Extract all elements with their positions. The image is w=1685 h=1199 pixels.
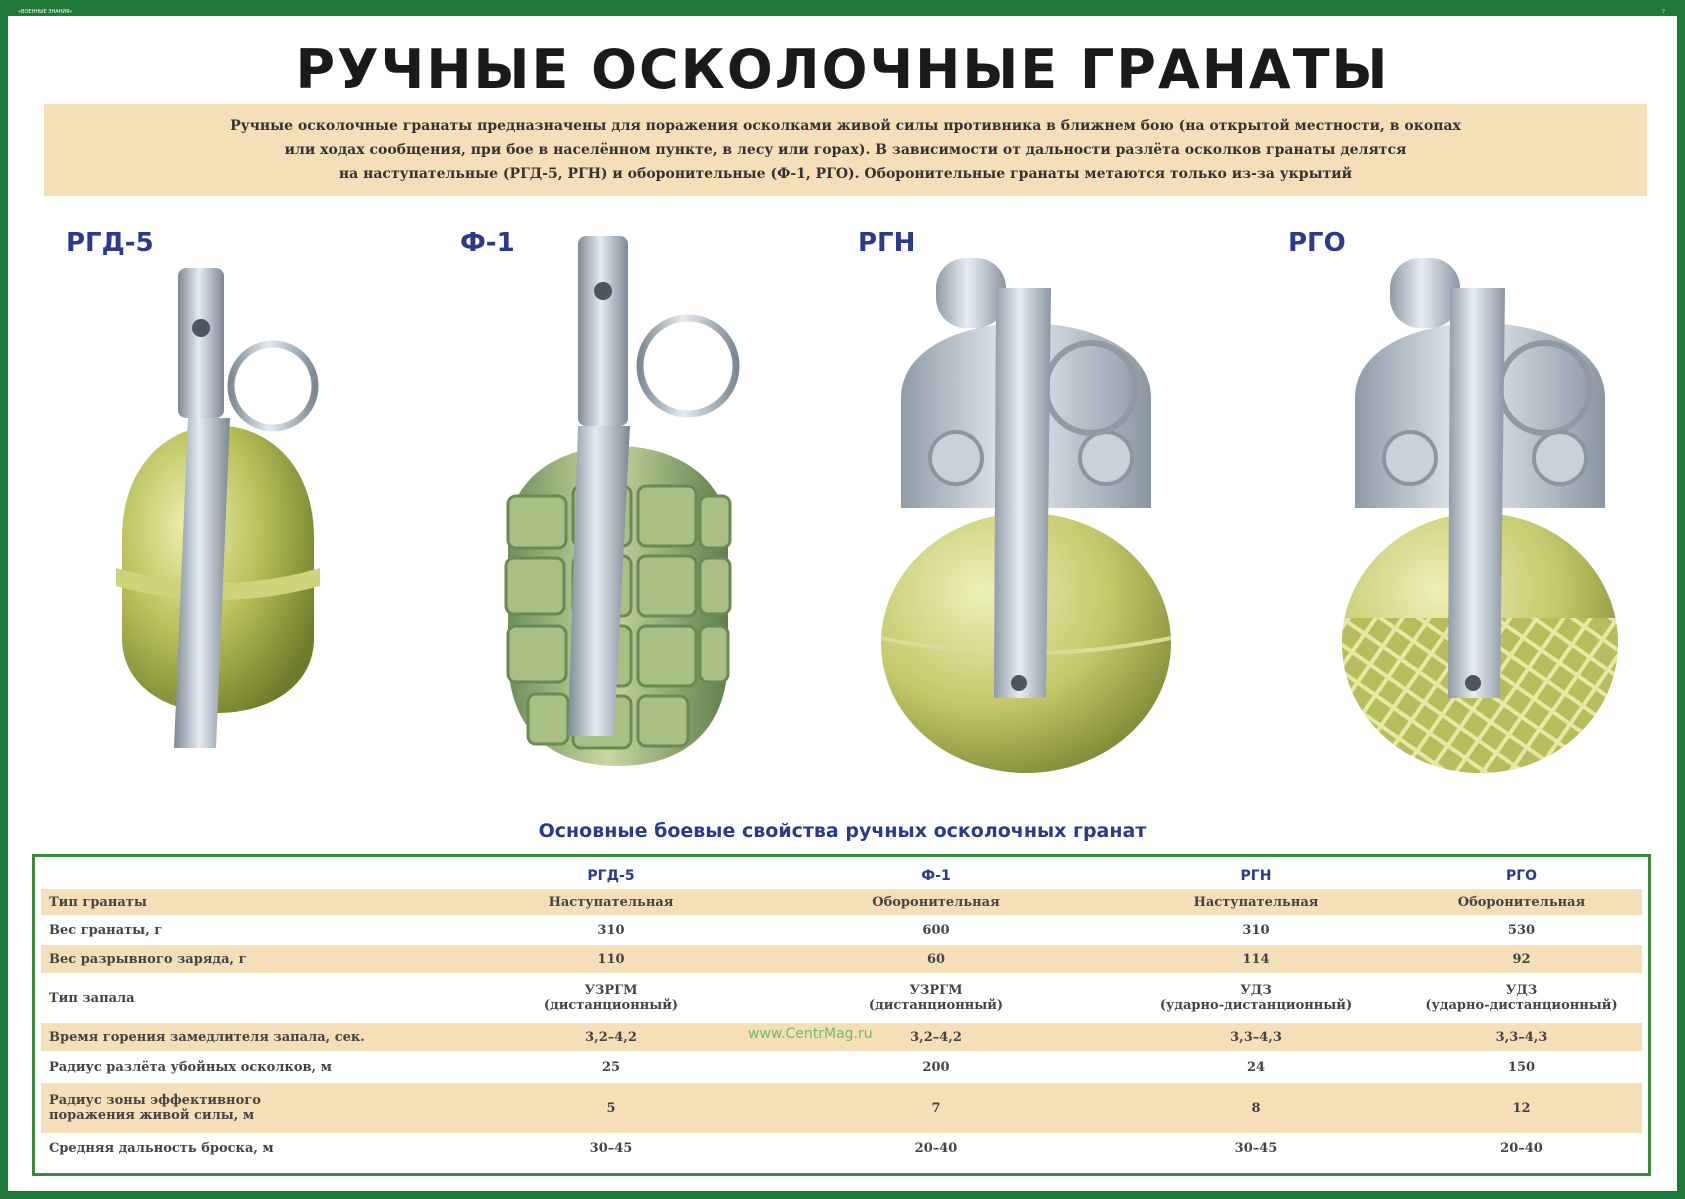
table-row	[41, 945, 1642, 973]
rgo-grenade-icon	[1330, 258, 1630, 778]
table-cell: 60	[761, 945, 1111, 973]
column-header: Ф-1	[921, 868, 951, 884]
intro-line: на наступательные (РГД-5, РГН) и оборонительные (Ф-1, РГО). Оборонительные гранаты метаются только из-за укрытий	[338, 166, 1353, 182]
row-label: Время горения замедлителя запала, сек.	[41, 1023, 461, 1051]
table-cell: УЗРГМ (дистанционный)	[543, 983, 679, 1013]
table-cell: 114	[1111, 945, 1401, 973]
table-cell: 20–40	[914, 1140, 958, 1156]
table-row	[41, 1083, 1642, 1133]
rgn-grenade-icon	[876, 258, 1176, 778]
table-row	[41, 889, 1642, 915]
table-cell: 110	[461, 945, 761, 973]
rgd5-grenade-icon	[108, 268, 348, 758]
table-row	[41, 1051, 1642, 1083]
table-cell: 8	[1111, 1083, 1401, 1133]
table-cell: 3,2–4,2	[461, 1023, 761, 1051]
row-label: Тип запала	[49, 990, 135, 1006]
intro-band	[44, 104, 1647, 196]
properties-table	[41, 863, 1642, 1163]
table-cell: 25	[601, 1059, 621, 1075]
row-label: Вес гранаты, г	[49, 922, 163, 938]
table-cell: Наступательная	[1111, 889, 1401, 915]
table-header-row	[41, 863, 1642, 889]
table-cell: 30–45	[1234, 1140, 1278, 1156]
column-header: РГН	[1240, 868, 1272, 884]
table-row	[41, 973, 1642, 1023]
table-cell: Оборонительная	[1401, 889, 1642, 915]
table-cell: 7	[761, 1083, 1111, 1133]
table-cell: УЗРГМ (дистанционный)	[868, 983, 1004, 1013]
table-cell: 30–45	[589, 1140, 633, 1156]
row-label: Тип гранаты	[41, 889, 461, 915]
page-number: 7	[1661, 9, 1665, 15]
intro-line: или ходах сообщения, при бое в населённом пункте, в лесу или горах). В зависимости от дальности разлёта осколков гранаты делятся	[284, 142, 1407, 158]
table-cell: УДЗ (ударно-дистанционный)	[1159, 983, 1353, 1013]
page-title: РУЧНЫЕ ОСКОЛОЧНЫЕ ГРАНАТЫ	[295, 38, 1390, 101]
row-label: Радиус зоны эффективного поражения живой силы, м	[41, 1083, 461, 1133]
table-title: Основные боевые свойства ручных осколочных гранат	[538, 820, 1147, 842]
column-header	[41, 863, 461, 889]
table-cell: 92	[1401, 945, 1642, 973]
table-row	[41, 915, 1642, 945]
watermark: www.CentrMag.ru	[748, 1026, 873, 1042]
table-cell: 24	[1246, 1059, 1266, 1075]
table-cell: 5	[461, 1083, 761, 1133]
intro-line: Ручные осколочные гранаты предназначены для поражения осколками живой силы противника в ближнем бою (на открытой местности, в окопах	[230, 118, 1461, 134]
f1-grenade-icon	[478, 236, 758, 786]
table-cell: 3,3–4,3	[1401, 1023, 1642, 1051]
table-cell: 150	[1507, 1059, 1536, 1075]
table-row	[41, 1133, 1642, 1163]
table-cell: 310	[1242, 922, 1270, 938]
table-cell: 12	[1401, 1083, 1642, 1133]
table-cell: 600	[922, 922, 950, 938]
grenade-label-rgn: РГН	[858, 228, 916, 258]
column-header: РГД-5	[587, 868, 635, 884]
series-tag: «ВОЕННЫЕ ЗНАНИЯ»	[8, 8, 1677, 16]
table-cell: 200	[922, 1059, 950, 1075]
table-cell: 530	[1507, 922, 1536, 938]
table-cell: УДЗ (ударно-дистанционный)	[1425, 983, 1618, 1013]
grenade-label-rgd5: РГД-5	[66, 228, 154, 258]
row-label: Вес разрывного заряда, г	[41, 945, 461, 973]
table-cell: 310	[597, 922, 625, 938]
table-cell: Наступательная	[461, 889, 761, 915]
properties-table-box	[32, 854, 1651, 1176]
table-cell: 3,3–4,3	[1111, 1023, 1401, 1051]
row-label: Радиус разлёта убойных осколков, м	[49, 1059, 332, 1075]
poster	[8, 8, 1677, 1191]
row-label: Средняя дальность броска, м	[49, 1140, 274, 1156]
table-cell: 3,2–4,2	[761, 1023, 1111, 1051]
table-cell: 20–40	[1500, 1140, 1543, 1156]
table-cell: Оборонительная	[761, 889, 1111, 915]
grenade-label-f1: Ф-1	[460, 228, 515, 258]
grenade-label-rgo: РГО	[1288, 228, 1346, 258]
column-header: РГО	[1505, 868, 1538, 884]
